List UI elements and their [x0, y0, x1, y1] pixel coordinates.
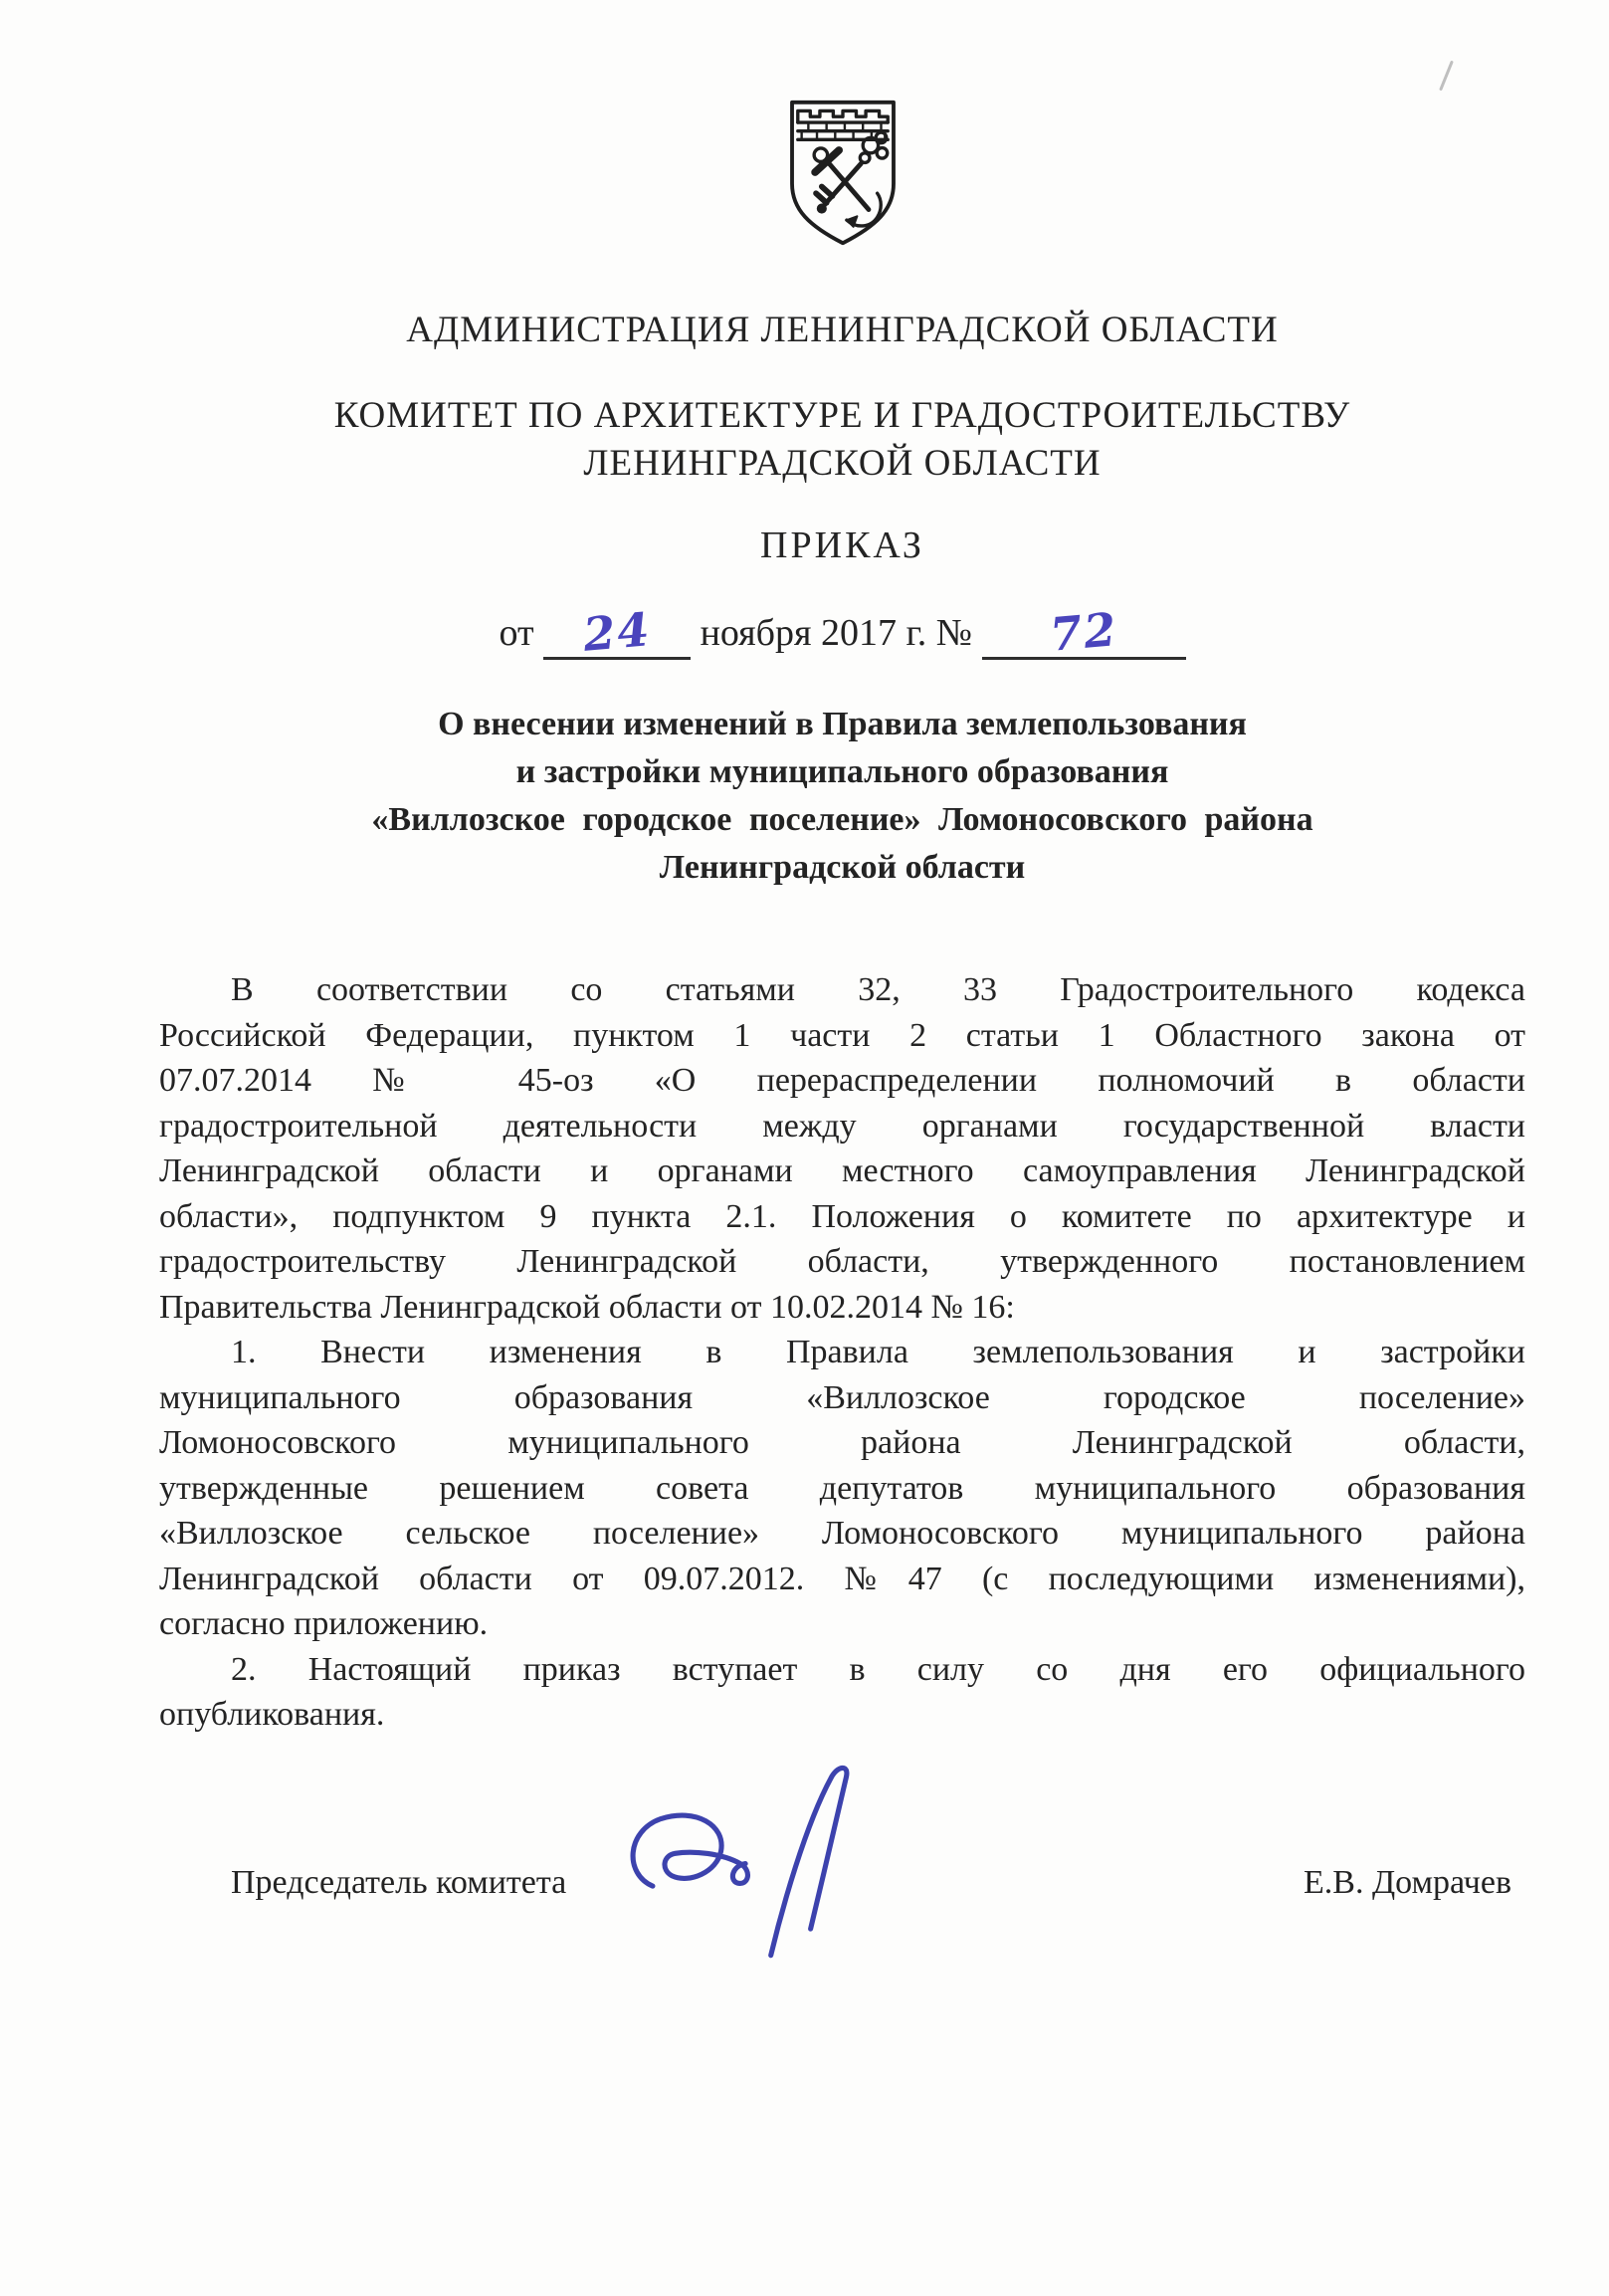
text-line: 07.07.2014 № 45-оз «О перераспределении полномочий в области	[159, 1062, 1525, 1099]
signatory-name: Е.В. Домрачев	[1304, 1863, 1511, 1901]
signature-autograph-icon	[615, 1754, 953, 1968]
committee-name-line2: ЛЕНИНГРАДСКОЙ ОБЛАСТИ	[583, 443, 1102, 484]
document-type-heading: ПРИКАЗ	[760, 524, 924, 566]
date-and-number-line	[159, 602, 1525, 662]
scan-artifact-mark	[1439, 61, 1454, 92]
text-line: В соответствии со статьями 32, 33 Градостроительного кодекса	[231, 971, 1525, 1008]
text-line: утвержденные решением совета депутатов муниципального образования	[159, 1469, 1525, 1507]
text-line: Российской Федерации, пунктом 1 части 2 статьи 1 Областного закона от	[159, 1016, 1525, 1054]
handwritten-document-number: 72	[1048, 602, 1120, 662]
date-rest: ноября 2017 г. №	[700, 612, 973, 654]
committee-name	[159, 392, 1525, 488]
text-line: Правительства Ленинградской области от 10.02.2014 № 16:	[159, 1288, 1015, 1326]
text-line: Ленинградской области от 09.07.2012. №47 (с последующими изменениями),	[159, 1560, 1525, 1597]
committee-name-line1: КОМИТЕТ ПО АРХИТЕКТУРЕ И ГРАДОСТРОИТЕЛЬСТВУ	[333, 395, 1351, 436]
organization-name: АДМИНИСТРАЦИЯ ЛЕНИНГРАДСКОЙ ОБЛАСТИ	[406, 310, 1279, 350]
title-line: О внесении изменений в Правила землепользования	[438, 706, 1247, 742]
text-line: градостроительной деятельности между органами государственной власти	[159, 1107, 1525, 1145]
document-content	[0, 309, 1609, 1905]
text-line: градостроительству Ленинградской области, утвержденного постановлением	[159, 1243, 1525, 1280]
handwritten-day: 24	[581, 602, 654, 662]
document-body	[159, 967, 1525, 1738]
text-line: муниципального образования «Виллозское городское поселение»	[159, 1378, 1525, 1416]
text-line: области», подпунктом 9 пункта 2.1. Положения о комитете по архитектуре и	[159, 1197, 1525, 1235]
coat-of-arms-icon	[785, 98, 901, 249]
text-line: 1. Внести изменения в Правила землепользования и застройки	[231, 1334, 1525, 1370]
text-line: согласно приложению.	[159, 1605, 489, 1642]
text-line: Ленинградской области и органами местного самоуправления Ленинградской	[159, 1152, 1525, 1189]
signatory-position: Председатель комитета	[231, 1863, 567, 1901]
title-line: и застройки муниципального образования	[515, 753, 1169, 790]
title-line: «Виллозское городское поселение» Ломоносовского района	[371, 801, 1313, 838]
date-prefix: от	[499, 612, 534, 654]
document-title	[159, 701, 1525, 892]
date-day-blank	[543, 602, 691, 662]
text-line: Ломоносовского муниципального района Ленинградской области,	[159, 1424, 1525, 1461]
text-line: 2. Настоящий приказ вступает в силу со дня его официального	[231, 1650, 1525, 1688]
text-line: «Виллозское сельское поселение» Ломоносовского муниципального района	[159, 1515, 1525, 1552]
document-number-blank	[982, 602, 1186, 662]
text-line: опубликования.	[159, 1696, 385, 1733]
title-line: Ленинградской области	[659, 849, 1026, 886]
